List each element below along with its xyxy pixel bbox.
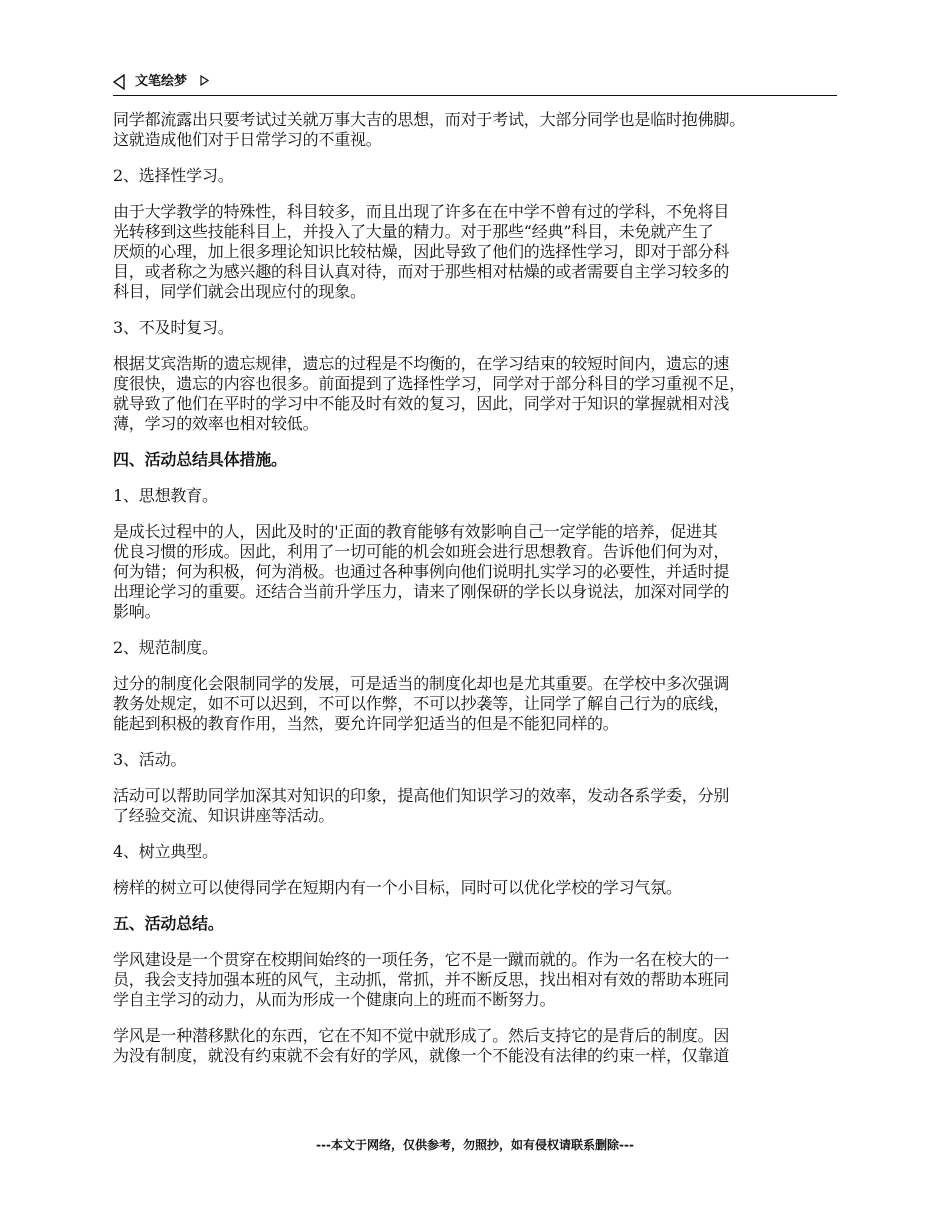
section-heading bbox=[113, 450, 841, 470]
text-line: 何为错；何为积极，何为消极。也通过各种事例向他们说明扎实学习的必要性，并适时提 bbox=[113, 562, 730, 581]
paragraph bbox=[113, 110, 841, 150]
document-body bbox=[113, 110, 841, 1082]
text-line: 员，我会支持加强本班的风气，主动抓，常抓，并不断反思，找出相对有效的帮助本班同 bbox=[113, 970, 730, 989]
text-line: 根据艾宾浩斯的遗忘规律，遗忘的过程是不均衡的，在学习结束的较短时间内，遗忘的速 bbox=[113, 354, 730, 373]
text-line: 1、思想教育。 bbox=[113, 486, 218, 505]
text-line: 目，或者称之为感兴趣的科目认真对待，而对于那些相对枯燥的或者需要自主学习较多的 bbox=[113, 262, 730, 281]
text-line: 学自主学习的动力，从而为形成一个健康向上的班而不断努力。 bbox=[113, 990, 556, 1009]
text-line: 是成长过程中的人，因此及时的'正面的教育能够有效影响自己一定学能的培养，促进其 bbox=[113, 522, 718, 541]
paragraph bbox=[113, 950, 841, 1010]
text-line: 能起到积极的教育作用，当然，要允许同学犯适当的但是不能犯同样的。 bbox=[113, 714, 619, 733]
paragraph bbox=[113, 486, 841, 506]
paragraph bbox=[113, 878, 841, 898]
brand-name: 文笔绘梦 bbox=[135, 74, 188, 89]
section-heading bbox=[113, 914, 841, 934]
text-line: 3、不及时复习。 bbox=[113, 318, 234, 337]
footer-disclaimer: ---本文于网络，仅供参考，勿照抄，如有侵权请联系删除--- bbox=[316, 1138, 634, 1152]
text-line: 薄，学习的效率也相对较低。 bbox=[113, 414, 319, 433]
paragraph bbox=[113, 638, 841, 658]
text-line: 为没有制度，就没有约束就不会有好的学风，就像一个不能没有法律的约束一样，仅靠道 bbox=[113, 1046, 730, 1065]
text-line: 4、树立典型。 bbox=[113, 842, 218, 861]
text-line: 过分的制度化会限制同学的发展，可是适当的制度化却也是尤其重要。在学校中多次强调 bbox=[113, 674, 730, 693]
paragraph bbox=[113, 354, 841, 434]
paragraph bbox=[113, 1026, 841, 1066]
text-line: 出理论学习的重要。还结合当前升学压力，请来了刚保研的学长以身说法，加深对同学的 bbox=[113, 582, 730, 601]
text-line: 影响。 bbox=[113, 602, 161, 621]
text-line: 就导致了他们在平时的学习中不能及时有效的复习，因此，同学对于知识的掌握就相对浅 bbox=[113, 394, 730, 413]
text-line: 度很快，遗忘的内容也很多。前面提到了选择性学习，同学对于部分科目的学习重视不足， bbox=[113, 374, 746, 393]
text-line: 榜样的树立可以使得同学在短期内有一个小目标，同时可以优化学校的学习气氛。 bbox=[113, 878, 682, 897]
text-line: 了经验交流、知识讲座等活动。 bbox=[113, 806, 335, 825]
text-line: 由于大学教学的特殊性，科目较多，而且出现了许多在在中学不曾有过的学科，不免将目 bbox=[113, 202, 730, 221]
text-line: 2、选择性学习。 bbox=[113, 166, 234, 185]
text-line: 教务处规定，如不可以迟到，不可以作弊，不可以抄袭等，让同学了解自己行为的底线， bbox=[113, 694, 730, 713]
text-line: 四、活动总结具体措施。 bbox=[113, 450, 287, 469]
text-line: 厌烦的心理，加上很多理论知识比较枯燥，因此导致了他们的选择性学习，即对于部分科 bbox=[113, 242, 730, 261]
text-line: 2、规范制度。 bbox=[113, 638, 218, 657]
triangle-right-outline-icon bbox=[200, 75, 209, 86]
paragraph bbox=[113, 202, 841, 302]
triangle-left-outline-icon bbox=[113, 74, 125, 90]
text-line: 学风建设是一个贯穿在校期间始终的一项任务，它不是一蹴而就的。作为一名在校大的一 bbox=[113, 950, 730, 969]
text-line: 3、活动。 bbox=[113, 750, 187, 769]
text-line: 同学都流露出只要考试过关就万事大吉的思想，而对于考试，大部分同学也是临时抱佛脚。 bbox=[113, 110, 746, 129]
paragraph bbox=[113, 318, 841, 338]
paragraph bbox=[113, 750, 841, 770]
text-line: 科目，同学们就会出现应付的现象。 bbox=[113, 282, 366, 301]
text-line: 光转移到这些技能科目上，并投入了大量的精力。对于那些“经典”科目，未免就产生了 bbox=[113, 222, 714, 241]
text-line: 这就造成他们对于日常学习的不重视。 bbox=[113, 130, 382, 149]
text-line: 五、活动总结。 bbox=[113, 914, 224, 933]
paragraph bbox=[113, 786, 841, 826]
paragraph bbox=[113, 842, 841, 862]
text-line: 活动可以帮助同学加深其对知识的印象，提高他们知识学习的效率，发动各系学委，分别 bbox=[113, 786, 730, 805]
text-line: 学风是一种潜移默化的东西，它在不知不觉中就形成了。然后支持它的是背后的制度。因 bbox=[113, 1026, 730, 1045]
page-header bbox=[113, 73, 837, 96]
paragraph bbox=[113, 522, 841, 622]
paragraph bbox=[113, 674, 841, 734]
text-line: 优良习惯的形成。因此，利用了一切可能的机会如班会进行思想教育。告诉他们何为对， bbox=[113, 542, 730, 561]
paragraph bbox=[113, 166, 841, 186]
